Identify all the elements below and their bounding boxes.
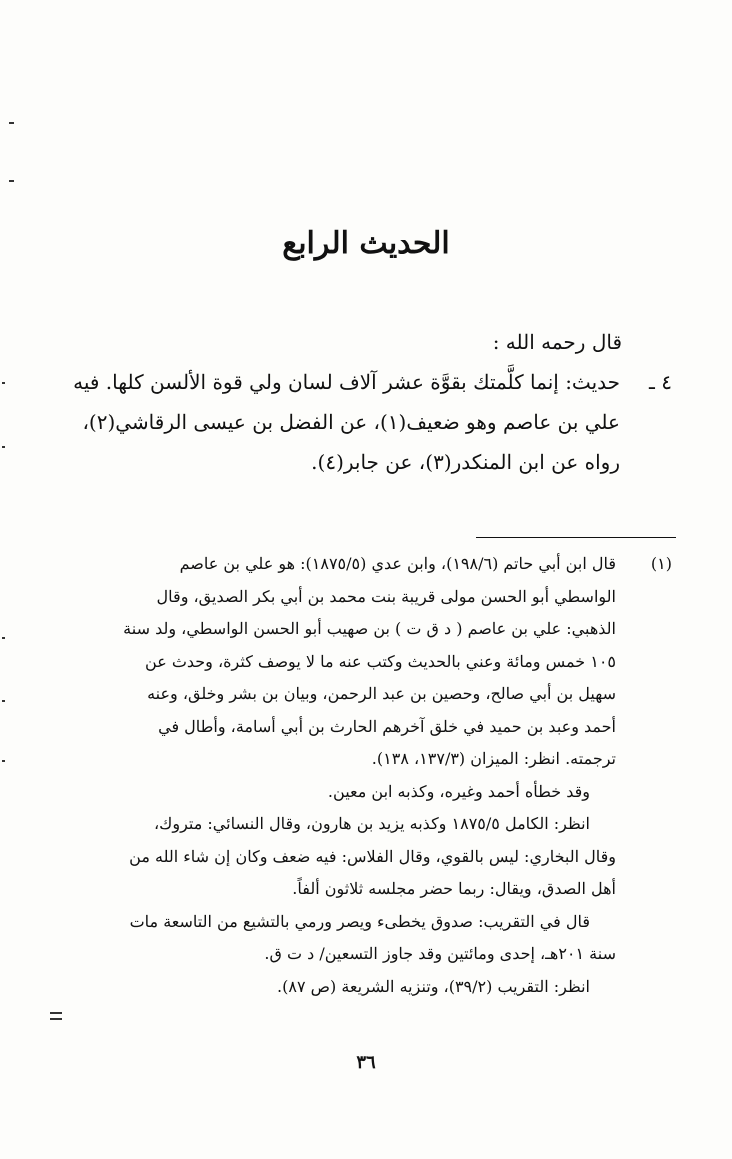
footnote-line: ترجمته. انظر: الميزان (١٣٧/٣، ١٣٨).	[371, 749, 616, 768]
scan-mark	[50, 1012, 62, 1014]
hadith-paragraph	[72, 362, 672, 482]
footnote-line: الواسطي أبو الحسن مولى قريبة بنت محمد بن أبي بكر الصديق، وقال	[156, 586, 616, 606]
footnote-body	[72, 548, 616, 1003]
scan-mark	[2, 382, 5, 384]
footnote-line: انظر: الكامل ١٨٧٥/٥ وكذبه يزيد بن هارون، وقال النسائي: متروك،	[154, 814, 590, 833]
footnote-line: قال في التقريب: صدوق يخطىء ويصر ورمي بالتشيع من التاسعة مات	[129, 911, 590, 931]
hadith-line: علي بن عاصم وهو ضعيف(١)، عن الفضل بن عيسى الرقاشي(٢)،	[82, 410, 620, 434]
chapter-title: الحديث الرابع	[282, 226, 450, 261]
footnote	[72, 548, 672, 1003]
scan-mark	[2, 700, 5, 702]
footnote-line: وقد خطأه أحمد وغيره، وكذبه ابن معين.	[327, 781, 590, 801]
scan-mark	[9, 122, 14, 124]
footnote-line: وقال البخاري: ليس بالقوي، وقال الفلاس: فيه ضعف وكان إن شاء الله من	[129, 846, 616, 866]
scan-mark	[2, 637, 5, 639]
footnote-line: سنة ٢٠١هـ، إحدى ومائتين وقد جاوز التسعين/ د ت ق.	[264, 944, 616, 963]
hadith-text	[72, 362, 620, 482]
scan-mark	[9, 180, 14, 182]
footnote-line: سهيل بن أبي صالح، وحصين بن عبد الرحمن، وبيان بن بشر وخلق، وعنه	[147, 684, 616, 703]
hadith-line: رواه عن ابن المنكدر(٣)، عن جابر(٤).	[311, 450, 620, 474]
scan-mark	[2, 760, 5, 762]
footnote-number: (١)	[650, 554, 672, 573]
scan-mark	[2, 446, 5, 448]
footnote-line: قال ابن أبي حاتم (١٩٨/٦)، وابن عدي (١٨٧٥/٥): هو علي بن عاصم	[179, 554, 616, 573]
page-number: ٣٦	[356, 1052, 376, 1073]
scan-mark	[50, 1018, 62, 1020]
footnote-separator	[476, 537, 676, 538]
footnote-line: ١٠٥ خمس ومائة وعني بالحديث وكتب عنه ما لا يوصف كثرة، وحدث عن	[145, 651, 616, 671]
hadith-line: حديث: إنما كلَّمتك بقوَّة عشر آلاف لسان ولي قوة الألسن كلها. فيه	[73, 370, 620, 394]
intro-line: قال رحمه الله :	[492, 330, 622, 354]
footnote-line: الذهبي: علي بن عاصم ( د ق ت ) بن صهيب أبو الحسن الواسطي، ولد سنة	[123, 619, 616, 638]
footnote-line: انظر: التقريب (٣٩/٢)، وتنزيه الشريعة (ص ٨٧).	[277, 976, 590, 996]
footnote-line: أهل الصدق، ويقال: ربما حضر مجلسه ثلاثون ألفاً.	[292, 879, 616, 898]
hadith-number: ٤ ـ	[649, 370, 672, 394]
footnote-line: أحمد وعبد بن حميد في خلق آخرهم الحارث بن أبي أسامة، وأطال في	[158, 716, 616, 736]
